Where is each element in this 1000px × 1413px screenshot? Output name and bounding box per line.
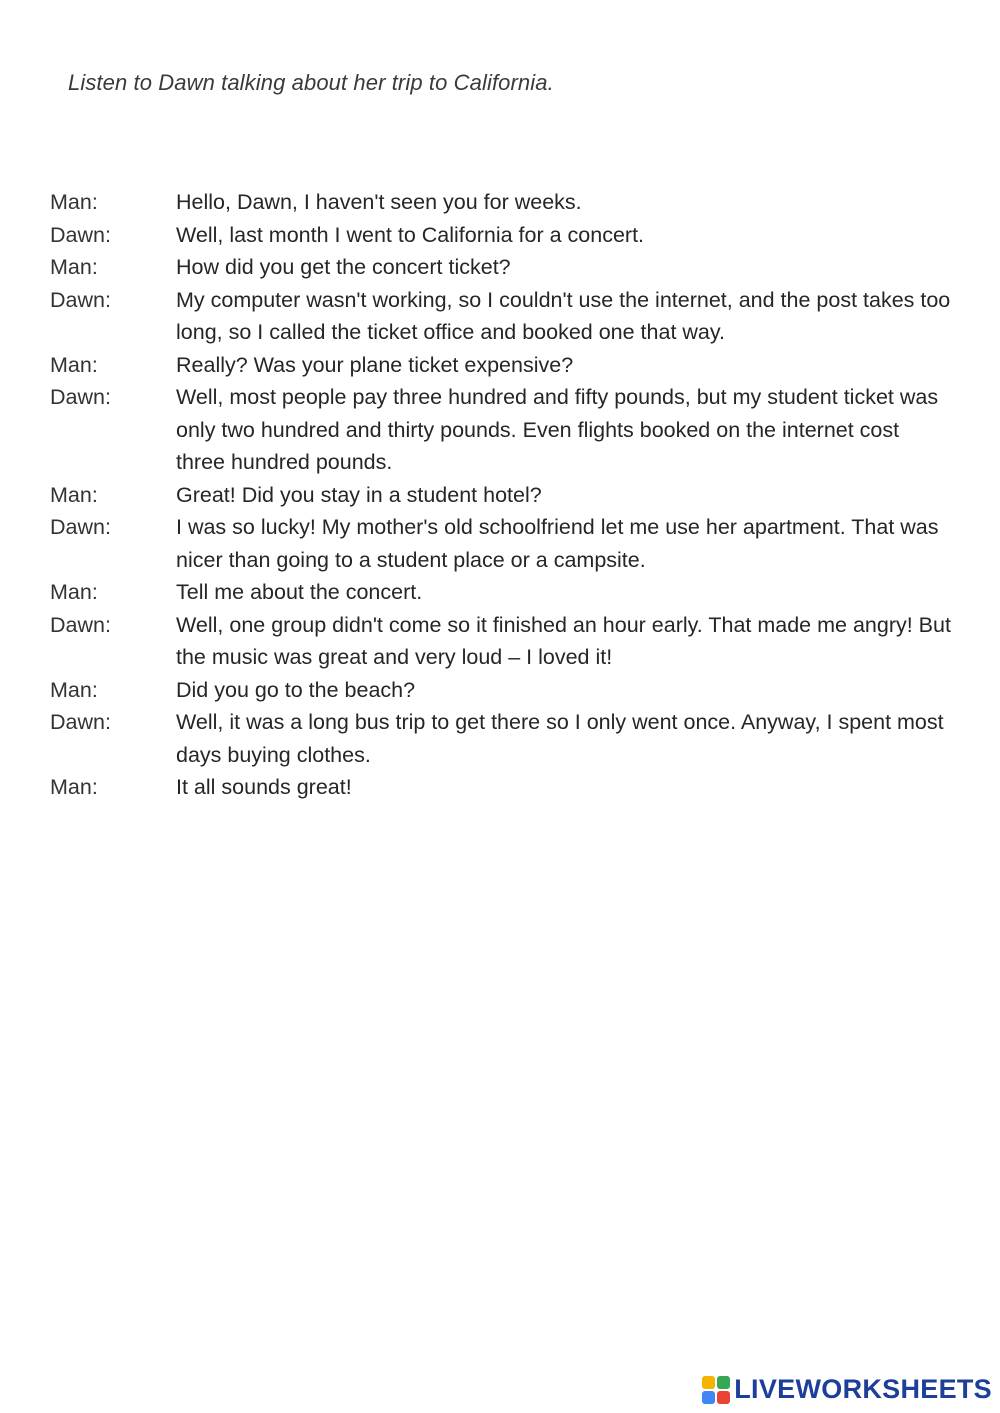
logo-square [717, 1391, 730, 1404]
dialogue-line [44, 381, 954, 479]
dialogue-line [44, 284, 954, 349]
logo-square [717, 1376, 730, 1389]
utterance-text: Tell me about the concert. [176, 580, 423, 604]
utterance-text: I was so lucky! My mother's old schoolfriend let me use her apartment. That was nicer than going to a student place or a campsite. [176, 515, 939, 572]
utterance-text: My computer wasn't working, so I couldn't use the internet, and the post takes too long, so I called the ticket office and booked one that way. [176, 287, 951, 344]
dialogue-line [44, 219, 954, 252]
speaker-label: Man: [50, 775, 98, 799]
utterance-text: Well, last month I went to California for a concert. [176, 222, 645, 247]
dialogue-line [44, 186, 954, 219]
speaker-label: Man: [50, 190, 98, 214]
utterance-text: Well, one group didn't come so it finished an hour early. That made me angry! But the music was great and very loud – I loved it! [176, 612, 951, 669]
liveworksheets-logo-icon [702, 1376, 730, 1404]
utterance-text: Great! Did you stay in a student hotel? [176, 482, 542, 507]
dialogue-line [44, 251, 954, 284]
speaker-label: Man: [50, 255, 98, 279]
dialogue-line [44, 479, 954, 512]
watermark-text: LIVEWORKSHEETS [734, 1374, 992, 1404]
dialogue-line [44, 674, 954, 707]
speaker-label: Dawn: [50, 710, 111, 734]
dialogue-line [44, 511, 954, 576]
dialogue-line [44, 706, 954, 771]
speaker-label: Dawn: [50, 515, 111, 539]
instruction-text: Listen to Dawn talking about her trip to California. [68, 70, 554, 95]
speaker-label: Dawn: [50, 287, 111, 312]
utterance-text: Hello, Dawn, I haven't seen you for weeks. [176, 190, 582, 214]
utterance-text: Well, most people pay three hundred and fifty pounds, but my student ticket was only two hundred and thirty pounds. Even flights booked on the internet cost three hundred pounds. [176, 385, 939, 474]
speaker-label: Man: [50, 580, 98, 604]
dialogue-transcript [44, 186, 954, 804]
utterance-text: It all sounds great! [176, 775, 352, 799]
dialogue-line [44, 576, 954, 609]
utterance-text: Well, it was a long bus trip to get there so I only went once. Anyway, I spent most days buying clothes. [176, 710, 944, 767]
speaker-label: Dawn: [50, 612, 111, 637]
liveworksheets-watermark [702, 1374, 992, 1405]
logo-square [702, 1391, 715, 1404]
logo-square [702, 1376, 715, 1389]
utterance-text: Really? Was your plane ticket expensive? [176, 352, 574, 377]
dialogue-line [44, 609, 954, 674]
utterance-text: How did you get the concert ticket? [176, 255, 511, 279]
speaker-label: Man: [50, 677, 98, 702]
speaker-label: Dawn: [50, 222, 111, 247]
speaker-label: Dawn: [50, 385, 111, 409]
dialogue-line [44, 771, 954, 804]
dialogue-line [44, 349, 954, 382]
speaker-label: Man: [50, 352, 98, 377]
utterance-text: Did you go to the beach? [176, 677, 416, 702]
speaker-label: Man: [50, 482, 98, 507]
